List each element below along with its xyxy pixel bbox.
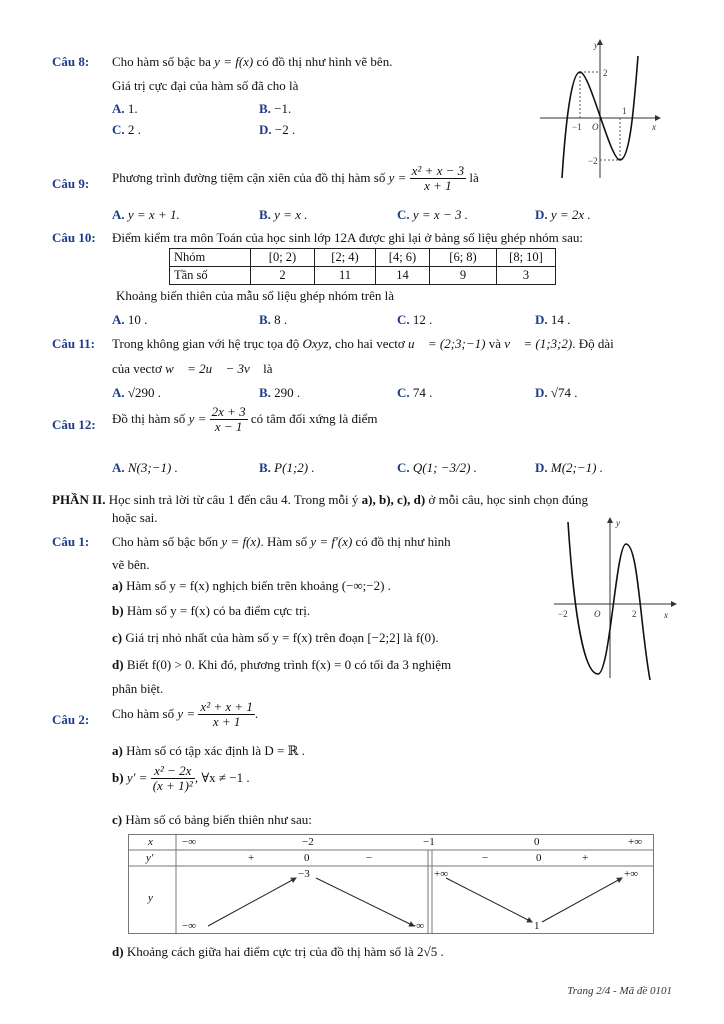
p2-statement-a: a) Hàm số có tập xác định là D = ℝ . — [112, 743, 305, 758]
q10-line2: Khoảng biến thiên của mẫu số liệu ghép nhóm trên là — [116, 288, 394, 303]
sign: − — [482, 852, 489, 864]
q10-stem: Điểm kiểm tra môn Toán của học sinh lớp 12A được ghi lại ở bảng số liệu ghép nhóm sau: — [112, 230, 583, 245]
vector-u: u⃗ = (2;3;−1) — [407, 336, 486, 351]
q11-stem — [112, 336, 614, 352]
page-footer: Trang 2/4 - Mã đề 0101 — [567, 985, 672, 997]
x-axis-label: x — [652, 122, 656, 132]
q9 — [52, 176, 89, 192]
table-row — [170, 249, 556, 267]
p1-statement-c: c) Giá trị nhỏ nhất của hàm số y = f(x) trên đoạn [−2;2] là f(0). — [112, 630, 439, 645]
stem-text: có tâm đối xứng là điểm — [250, 410, 378, 426]
part-text: Học sinh trả lời từ câu 1 đến câu 4. Trong mỗi ý — [105, 492, 362, 507]
stem-text: có đồ thị như hình — [352, 534, 451, 549]
variation-table-frame — [128, 834, 654, 934]
table-cell: [8; 10] — [497, 249, 556, 267]
origin-label: O — [592, 122, 599, 132]
q10 — [52, 230, 96, 246]
derivative-curve — [568, 522, 650, 680]
tick-label: −2 — [558, 609, 568, 619]
stem-text: Phương trình đường tiệm cận xiên của đồ thị hàm số — [112, 169, 389, 185]
table-cell: 3 — [497, 267, 556, 285]
fraction: $\frac{\text{x² + x + 1}}{x + 1}$ — [200, 699, 253, 730]
p1-stem — [112, 534, 451, 550]
y-axis-label: y — [616, 518, 620, 528]
q10-option-b: B. 8 . — [259, 312, 288, 327]
q10-option-a: A. 10 . — [112, 312, 148, 327]
table-cell: Tần số — [170, 267, 251, 285]
question-label: Câu 10: — [52, 230, 96, 245]
p2 — [52, 712, 89, 728]
q11-option-d: D. √74 . — [535, 385, 578, 400]
table-row — [170, 267, 556, 285]
table-cell: Nhóm — [170, 249, 251, 267]
p1-statement-d: d) Biết f(0) > 0. Khi đó, phương trình f(x) = 0 có tối đa 3 nghiệm — [112, 657, 452, 672]
fraction: $\frac{\text{x² + x − 3}}{x + 1}$ — [411, 163, 465, 194]
row-label-x: x — [148, 836, 153, 848]
q9-option-d: D. y = 2x . — [535, 207, 591, 222]
stem-text: là — [259, 361, 273, 376]
x-value: 0 — [534, 836, 540, 848]
q12-option-d: D. M(2;−1) . — [535, 460, 603, 475]
q9-option-b: B. y = x . — [259, 207, 308, 222]
lhs: y = — [177, 705, 196, 721]
q11-option-c: C. 74 . — [397, 385, 433, 400]
question-label: Câu 11: — [52, 336, 95, 351]
tick-label: −1 — [572, 122, 582, 132]
arrow-up — [208, 878, 296, 926]
q9-stem — [112, 164, 479, 194]
fraction: $\frac{2x + 3}{x - 1}$ — [211, 404, 246, 435]
y-value: −∞ — [182, 920, 197, 932]
p1-line2: vẽ bên. — [112, 557, 150, 572]
stem-text: . Hàm số — [260, 534, 311, 549]
function-expr: y = f(x) — [214, 54, 254, 69]
tick-label: −2 — [588, 156, 598, 166]
y-axis-label: y — [594, 40, 598, 50]
fraction: $\frac{\text{x² − 2x}}{\text{(x + 1)²}}$ — [152, 763, 193, 794]
x-axis-label: x — [664, 610, 668, 620]
table-cell: 9 — [430, 267, 497, 285]
y-value: +∞ — [624, 868, 639, 880]
row-label-y: y — [148, 892, 153, 904]
arrow-up — [542, 878, 622, 922]
part-text: a), b), c), d) — [361, 492, 426, 507]
tick-label: 1 — [622, 106, 627, 116]
origin-label: O — [594, 609, 601, 619]
lhs: y = — [388, 169, 407, 185]
q12-option-b: B. P(1;2) . — [259, 460, 315, 475]
stem-text: . — [254, 705, 259, 721]
p2-stem — [112, 700, 258, 730]
p1-statement-b: b) Hàm số y = f(x) có ba điểm cực trị. — [112, 603, 311, 618]
table-cell: 11 — [315, 267, 376, 285]
q8-option-a: A. 1. — [112, 101, 138, 116]
y-value: +∞ — [434, 868, 449, 880]
q8-option-b: B. −1. — [259, 101, 292, 116]
vector-w: w⃗ = 2u⃗ − 3v⃗ — [165, 361, 260, 376]
table-cell: 14 — [376, 267, 430, 285]
x-value: −∞ — [182, 836, 197, 848]
q8-cubic-graph — [538, 36, 662, 182]
x-value: +∞ — [628, 836, 643, 848]
vector-v: v⃗ = (1;3;2) — [504, 336, 573, 351]
q12-option-c: C. Q(1; −3/2) . — [397, 460, 477, 475]
q11-option-a: A. √290 . — [112, 385, 162, 400]
part-title: PHẦN II. — [52, 492, 106, 507]
sign: + — [248, 852, 255, 864]
stem-text: Cho hàm số — [112, 705, 178, 721]
q11-option-b: B. 290 . — [259, 385, 301, 400]
question-label: Câu 8: — [52, 54, 90, 69]
question-label: Câu 12: — [52, 417, 96, 432]
part-text: ở mỗi câu, học sinh chọn đúng — [425, 492, 589, 507]
question-label: Câu 2: — [52, 712, 90, 727]
sign: + — [582, 852, 589, 864]
stem-text: Cho hàm số bậc bốn — [112, 534, 222, 549]
tick-label: 2 — [632, 609, 637, 619]
q11-line2 — [112, 361, 273, 377]
stem-text: và — [485, 336, 505, 351]
q11 — [52, 336, 95, 352]
q9-option-c: C. y = x − 3 . — [397, 207, 468, 222]
p2-statement-c: c) Hàm số có bảng biến thiên như sau: — [112, 812, 312, 827]
table-cell: [4; 6) — [376, 249, 430, 267]
y-value: −∞ — [410, 920, 425, 932]
question-label: Câu 1: — [52, 534, 90, 549]
q8-option-d: D. −2 . — [259, 122, 296, 137]
x-value: −2 — [302, 836, 314, 848]
stem-text: là — [469, 169, 479, 185]
q8-line2: Giá trị cực đại của hàm số đã cho là — [112, 78, 299, 93]
sign: 0 — [536, 852, 542, 864]
question-label: Câu 9: — [52, 176, 90, 191]
arrow-down — [316, 878, 414, 926]
lhs: y = — [188, 410, 207, 426]
table-cell: [0; 2) — [251, 249, 315, 267]
part2-line2: hoặc sai. — [112, 510, 158, 525]
stem-text: Đồ thị hàm số — [112, 410, 189, 426]
function-expr: y = f′(x) — [310, 534, 353, 549]
tick-label: 2 — [603, 68, 608, 78]
p1-statement-a: a) Hàm số y = f(x) nghịch biến trên khoảng (−∞;−2) . — [112, 578, 391, 593]
y-value: 1 — [534, 920, 540, 932]
sign: − — [366, 852, 373, 864]
table-cell: [6; 8) — [430, 249, 497, 267]
coord-system: Oxyz — [302, 336, 329, 351]
frequency-table — [169, 248, 556, 285]
q10-option-c: C. 12 . — [397, 312, 433, 327]
x-value: −1 — [423, 836, 435, 848]
q10-option-d: D. 14 . — [535, 312, 571, 327]
p2-statement-b: b) y′ = $\frac{\text{x² − 2x}}{\text{(x + 1)²}}$ , ∀x ≠ −1 . — [112, 763, 250, 794]
table-cell: 2 — [251, 267, 315, 285]
q12-stem — [112, 405, 377, 435]
arrow-down — [446, 878, 532, 922]
sign: 0 — [304, 852, 310, 864]
p1-derivative-graph — [550, 514, 680, 682]
q9-option-a: A. y = x + 1. — [112, 207, 180, 222]
q8 — [52, 54, 89, 70]
p1-statement-d-cont: phân biệt. — [112, 681, 164, 696]
stem-text: của vectơ — [112, 361, 166, 376]
stem-text: có đồ thị như hình vẽ bên. — [253, 54, 393, 69]
stem-text: . Độ dài — [572, 336, 614, 351]
q12-option-a: A. N(3;−1) . — [112, 460, 178, 475]
q8-option-c: C. 2 . — [112, 122, 141, 137]
row-label-yprime: y′ — [146, 852, 154, 864]
variation-table — [128, 834, 654, 934]
stem-text: Cho hàm số bậc ba — [112, 54, 215, 69]
function-expr: y = f(x) — [221, 534, 261, 549]
q8-stem — [112, 54, 392, 70]
p1 — [52, 534, 89, 550]
stem-text: Trong không gian với hệ trục tọa độ — [112, 336, 303, 351]
p2-statement-d: d) Khoảng cách giữa hai điểm cực trị của đồ thị hàm số là 2√5 . — [112, 944, 444, 959]
part2-heading — [52, 492, 588, 508]
y-value: −3 — [298, 868, 310, 880]
table-cell: [2; 4) — [315, 249, 376, 267]
stem-text: , cho hai vectơ — [328, 336, 408, 351]
q12 — [52, 417, 96, 433]
